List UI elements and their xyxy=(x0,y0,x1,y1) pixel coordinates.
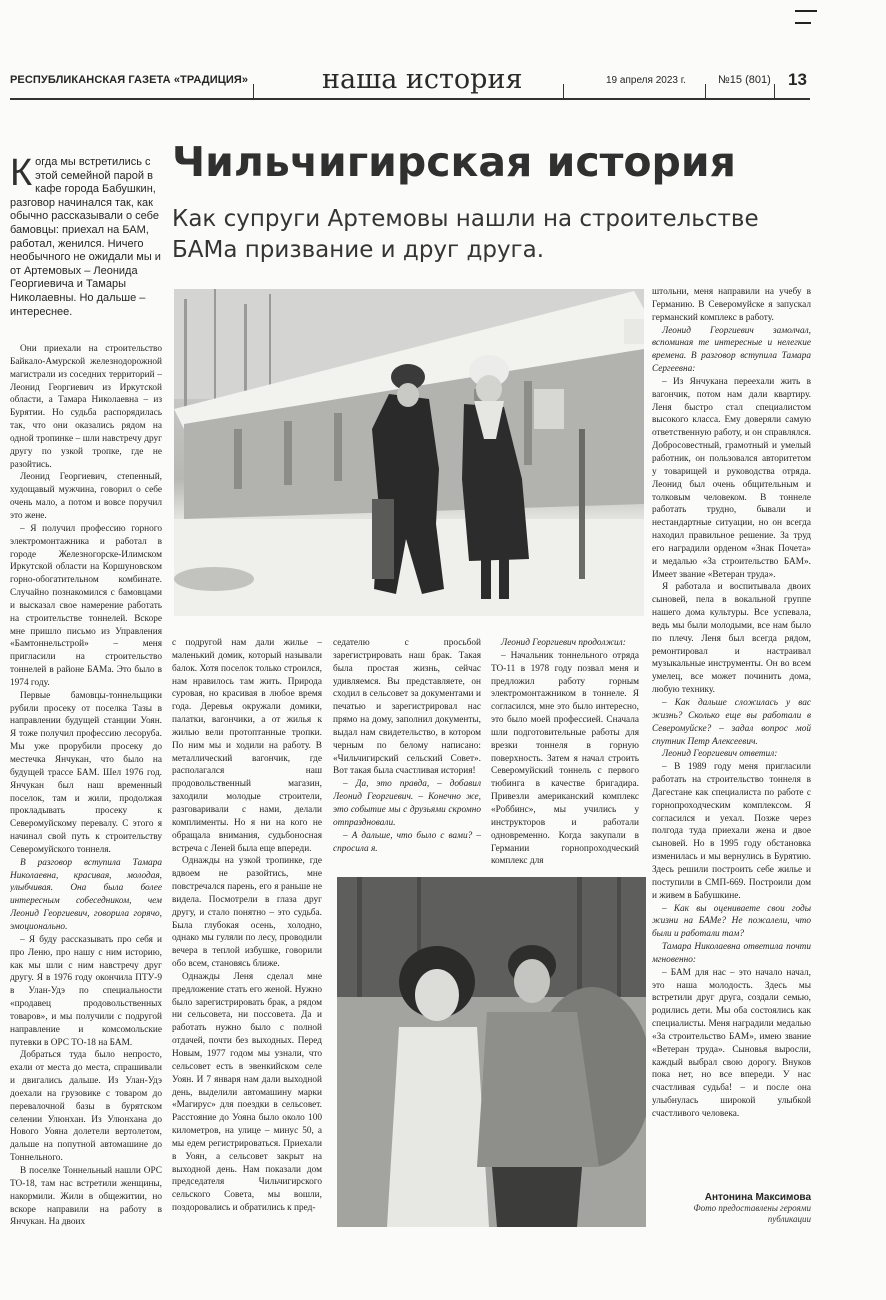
paragraph: – А дальше, что было с вами? – спросила я. xyxy=(333,830,481,854)
paragraph: седателю с просьбой зарегистрировать наш брак. Такая была простая жизнь, сейчас удивляемся. Вы представляете, он сходил в сельсовет за документами и печатью и зарегистрировал нас прямо на дому, заполнил документы, выдал нам свидетельство, в котором черным по белому написано: «Чильчигирский сельский Совет». Вот такая была счастливая история! xyxy=(333,638,481,777)
paragraph: Тамара Николаевна ответила почти мгновенно: xyxy=(652,942,811,965)
paragraph: В разговор вступила Тамара Николаевна, красивая, молодая, улыбчивая. Она была более интересным собеседником, чем Леонид Георгиевич, говорила горячо, эмоционально. xyxy=(10,857,162,932)
paragraph: Однажды Леня сделал мне предложение стать его женой. Нужно было зарегистрировать брак, а рядом ни сельсовета, ни поссовета. Да и работать нужно было с полной отдачей, почти без выходных. Перед Новым, 1977 годом мы узнали, что сельсовет есть в эвенкийском селе Уоян. И 7 января нам дали выходной день, выделили автомашину марки «Магирус» для поездки в сельсовет. Расстояние до Уояна было около 100 километров, на улице – минус 50, а мы едем регистрироваться. Приехали в Уоян, а сельсовет закрыт на выходной день. Нам показали дом председателя Чильчигирского сельского Совета, мы вошли, поздоровались и обратились к пред- xyxy=(172,971,322,1214)
paragraph: Добраться туда было непросто, ехали от места до места, спрашивали и двигались дальше. Из Улан-Удэ доехали на грузовике с товаром до перевалочной базы в бурятском селении Улюнхан. Из Улюнхана до Нового Уояна долетели вертолетом, дальше на попутной автомашине до Тоннельного. xyxy=(10,1050,162,1164)
section-title: наша история xyxy=(322,64,523,95)
header-divider xyxy=(774,84,775,98)
issue-date: 19 апреля 2023 г. xyxy=(606,75,686,86)
article-subtitle: Как супруги Артемовы нашли на строительстве БАМа призвание и друг друга. xyxy=(172,206,759,263)
paragraph: Леонид Георгиевич замолчал, вспоминая те интересные и нелегкие времена. В разговор вступила Тамара Сергеевна: xyxy=(652,325,811,375)
issue-number: №15 (801) xyxy=(718,74,771,86)
text-column-4 xyxy=(491,637,639,867)
crop-mark xyxy=(795,10,817,12)
lead-text: огда мы встретились с этой семейной парой в кафе города Бабушкин, разговор начинался так, как обычно рассказывали о себе бамовцы: приехал на БАМ, работал, женился. Ничего необычного не ожидали мы и от Артемовых – Леонида Георгиевича и Тамары Николаевны. Но дальше – интереснее. xyxy=(10,156,161,318)
paragraph: – Начальник тоннельного отряда ТО-11 в 1978 году позвал меня и предложил работу горным электромонтажником в тоннеле. Я согласился, мне это было интересно, это было моей профессией. Сначала шли подготовительные работы для врезки тоннеля в горную поверхность. Затем я начал строить Северомуйский тоннель с первого тюбинга в качестве бригадира. Привезли американский комплекс «Роббинс», мы учились у инструкторов и работали одновременно. Когда закупали в Германии горнопроходческий комплекс для xyxy=(491,650,639,867)
paragraph: – Из Янчукана переехали жить в вагончик, потом нам дали квартиру. Леня быстро стал специалистом высокого класса. Ему доверяли самую ответственную работу, и он справлялся. Добросовестный, грамотный и умелый работник, он пользовался авторитетом у товарищей и руководства отряда. Леонид был очень общительным и толковым человеком. В тоннеле работать трудно, бывали и нестандартные ситуации, но он всегда находил правильное решение. За труд его наградили орденом «Знак Почета» и медалью «За строительство БАМ». Имеет звание «Ветеран труда». xyxy=(652,376,811,580)
paragraph: с подругой нам дали жилье – маленький домик, который называли балок. Хотя поселок только строился, нам нравилось там жить. Природа суровая, но красивая в любое время года. Деревья окружали домики, палатки, вагончики, а от жилья к жилью вели протоптанные тропки. По ним мы и ходили на работу. В металлический вагончик, где располагался наш продовольственный магазин, заходили молодые строители, разговаривали с нами, делали комплименты. Но я ни на кого не обращала внимания, судьбоносная встреча с Леней была еще впереди. xyxy=(172,638,322,854)
paragraph: Я работала и воспитывала двоих сыновей, пела в вокальной группе нашего дома культуры. Все успевала, ведь мы были молодыми, все нам было по плечу. Леня был всегда рядом, ремонтировал и настраивал музыкальные инструменты. Он во всем умелец, все может починить дома, любую технику. xyxy=(652,582,811,696)
photo-couple-summer xyxy=(337,877,646,1227)
text-column-2 xyxy=(172,637,322,1245)
paragraph: – Как вы оцениваете свои годы жизни на БАМе? Не пожалели, что были и работали там? xyxy=(652,903,811,940)
paragraph: штольни, меня направили на учебу в Германию. В Северомуйске я запускал германский комплекс в работу. xyxy=(652,287,811,323)
text-column-5 xyxy=(652,286,811,1198)
crop-mark xyxy=(795,22,811,24)
header-divider xyxy=(563,84,564,98)
paragraph: – Как дальше сложилась у вас жизнь? Сколько еще вы работали в Северомуйске? – задал вопрос мой спутник Петр Алексеевич. xyxy=(652,698,811,747)
paragraph: Леонид Георгиевич, степенный, худощавый мужчина, говорил о себе очень мало, а потом и вовсе поручил это жене. xyxy=(10,472,162,521)
newspaper-name: РЕСПУБЛИКАНСКАЯ ГАЗЕТА «ТРАДИЦИЯ» xyxy=(10,74,249,86)
paragraph: – Да, это правда, – добавил Леонид Георгиевич. – Конечно же, это событие мы с друзьями скромно отпраздновали. xyxy=(333,779,481,828)
author-name: Антонина Максимова xyxy=(704,1192,811,1203)
paragraph: Они приехали на строительство Байкало-Амурской железнодорожной магистрали из соседних территорий – Леонид Георгиевич из Иркутской области, а Тамара Николаевна – из Бурятии. Но судьба распорядилась так, что они оказались рядом на одной тропинке – шли навстречу друг другу по узкой тропке, где не разойтись. xyxy=(10,344,162,470)
text-column-3 xyxy=(333,637,481,867)
paragraph: Леонид Георгиевич ответил: xyxy=(662,749,778,760)
paragraph: Первые бамовцы-тоннельщики рубили просеку от поселка Тазы в направлении будущей станции Уоян. Я тоже получил профессию лесоруба. Мы уже прорубили просеку до местечка Янчукан, что было на будущей трассе БАМ. Шел 1976 год. Янчукан был наш временный поселок, там и жили, продолжая прокладывать просеку к Северомуйскому перевалу. С этого я начинал свой путь к строительству Северомуйского тоннеля. xyxy=(10,690,162,855)
header-divider xyxy=(253,84,254,98)
paragraph: – Я получил профессию горного электромонтажника и работал в городе Железногорске-Илимском Иркутской области на Коршуновском горно-обогатительном комбинате. Случайно познакомился с бамовцами и высказал свое намерение работать на строительстве тоннелей. Вскоре мне пришло письмо из Управления «Бамтоннельстрой» – меня пригласили на строительство тоннелей в районе БАМа. Это было в 1974 году. xyxy=(10,523,162,688)
page-number: 13 xyxy=(788,70,807,89)
photo-credit: Фото предоставлены героями публикации xyxy=(693,1203,811,1224)
paragraph: Однажды на узкой тропинке, где вдвоем не разойтись, мне повстречался парень, его я раньше не видела. Посмотрели в глаза друг другу, и стало понятно – это судьба. Была глубокая осень, холодно, однако мы гуляли по лесу, проводили вечера в теплой избушке, говорили обо всем, становясь ближе. xyxy=(172,856,322,970)
article-title: Чильчигирская история xyxy=(172,138,736,186)
paragraph: – В 1989 году меня пригласили работать на строительство тоннеля в Дагестане как специалиста по работе с горнопроходческим комплексом. Я согласился и уехал. Позже через полгода туда приехали жена и двое сыновей. Но в 1995 году обстановка изменилась и мы вернулись в Бурятию. Здесь решили построить себе жилье и поступили в СМП-669. Построили дом и живем в Бабушкине. xyxy=(652,762,811,901)
page-header xyxy=(10,60,810,100)
paragraph: – БАМ для нас – это начало начал, это наша молодость. Здесь мы встретили друг друга, создали семью, родились дети. Мы оба состоялись как специалисты. Меня наградили медалью «За строительство БАМ», имею звание «Ветеран труда». Сыновья выросли, каждый выбрал свою дорогу. Внуков пока нет, но все впереди. У нас счастливая судьба! – и после она улыбнулась широкой улыбкой счастливого человека. xyxy=(652,967,811,1119)
text-column-1 xyxy=(10,343,162,1243)
drop-cap: К xyxy=(10,152,33,194)
paragraph: – Я буду рассказывать про себя и про Леню, про нашу с ним историю, как мы шли с ним навстречу друг другу. Я в 1976 году окончила ПТУ-9 в Улан-Удэ по специальности «продавец продовольственных товаров», и мы получили с подругой направление и комсомольские путевки в ОРС ТО-18 на БАМ. xyxy=(10,934,162,1048)
header-divider xyxy=(705,84,706,98)
article-lead xyxy=(10,152,162,319)
paragraph: В поселке Тоннельный нашли ОРС ТО-18, там нас встретили женщины, накормили. Жили в общежитии, но вскоре направили на работу в Янчукан. На двоих xyxy=(10,1166,162,1228)
photo-couple-winter xyxy=(174,289,644,616)
paragraph: Леонид Георгиевич продолжил: xyxy=(501,638,626,648)
article-signature xyxy=(652,1192,811,1225)
